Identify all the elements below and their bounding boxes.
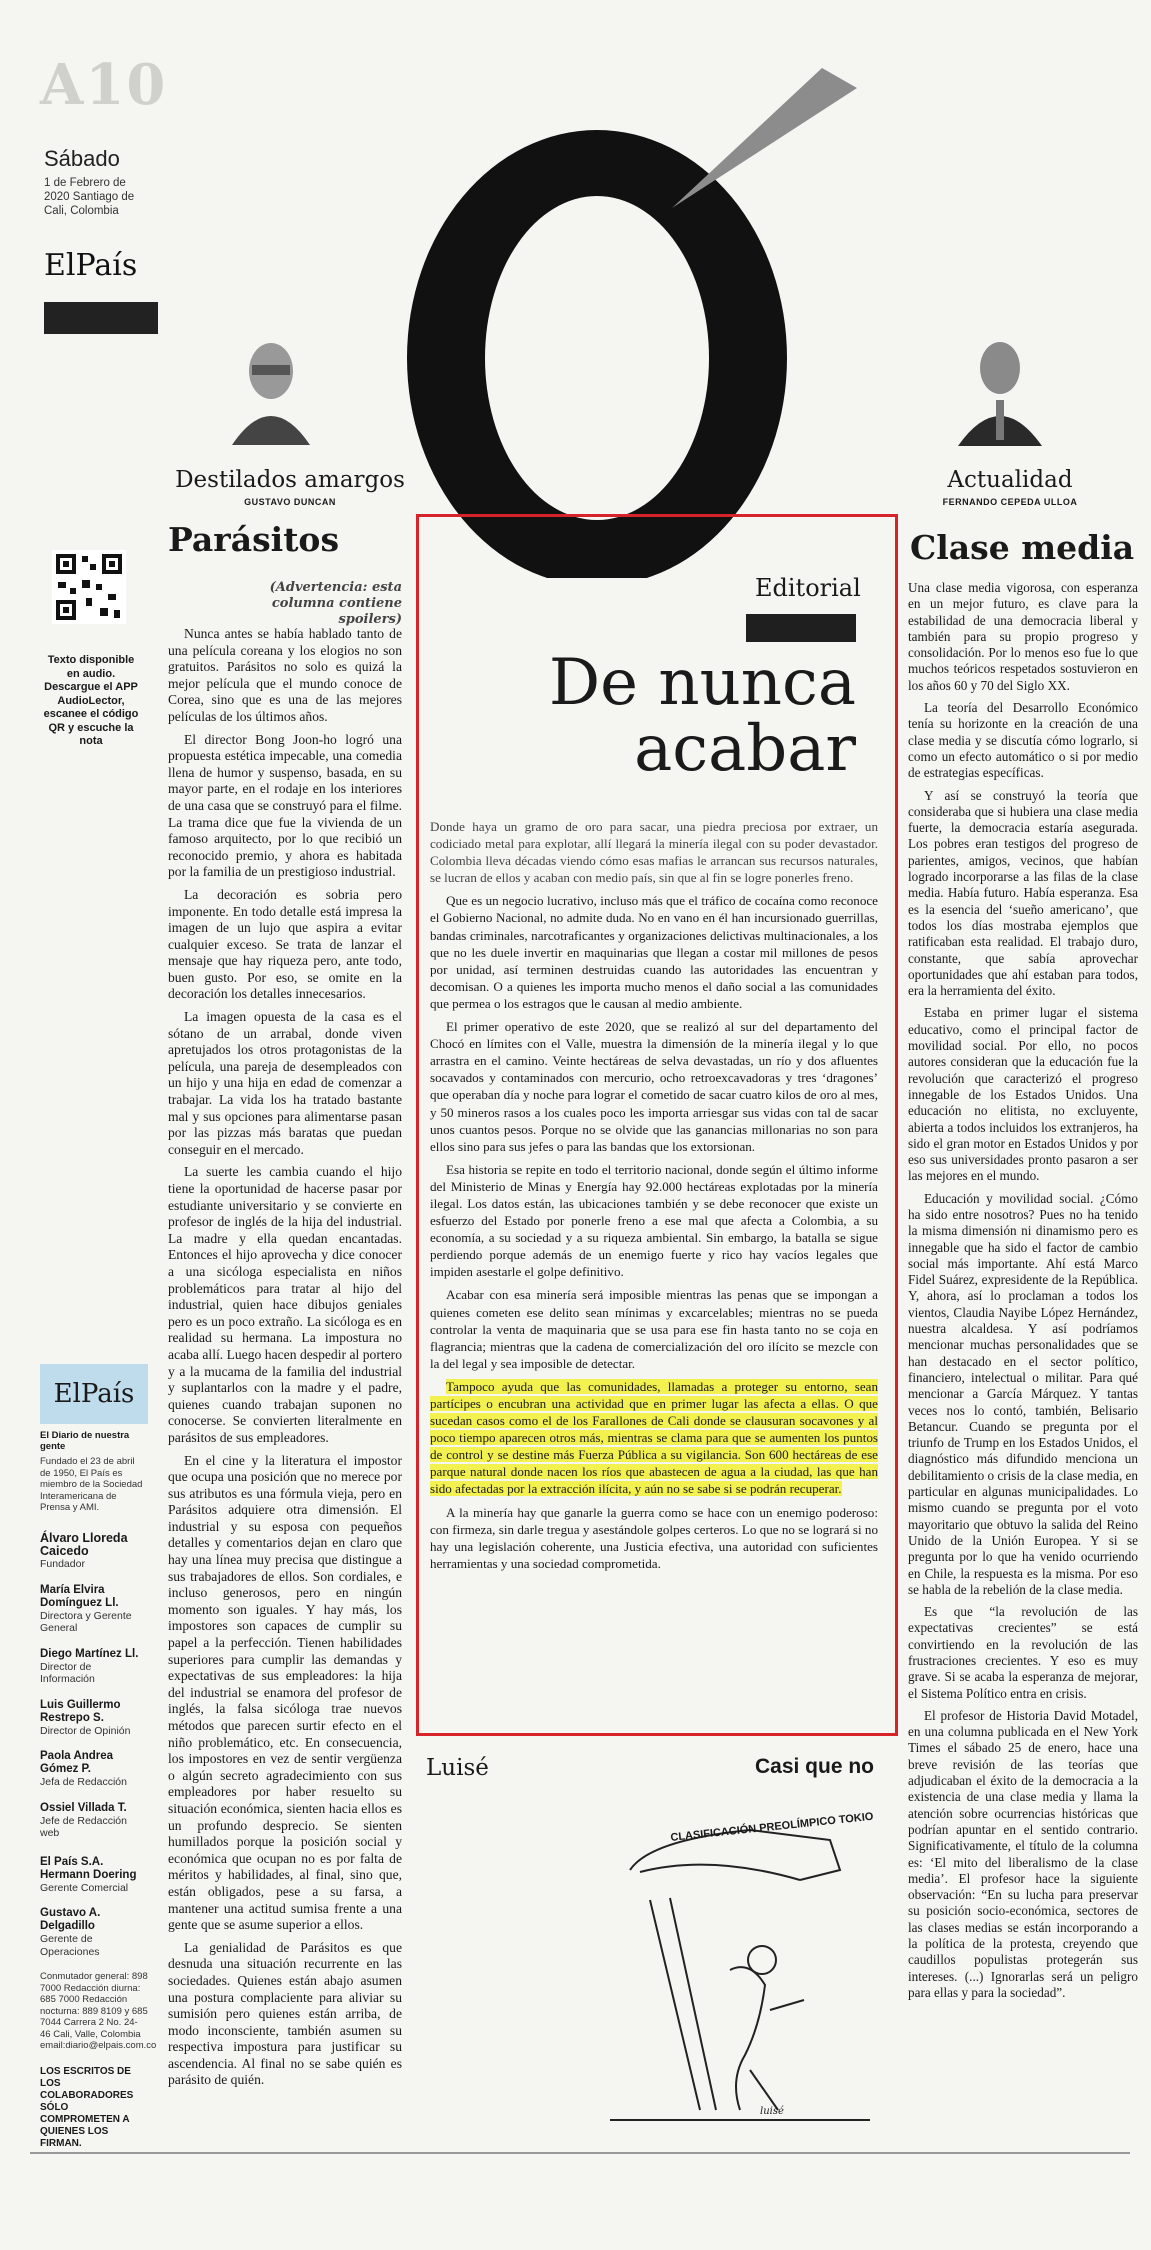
bottom-rule xyxy=(30,2152,1130,2154)
right-article-title: Clase media xyxy=(910,528,1135,567)
sidebar-contact: Conmutador general: 898 7000 Redacción diurna: 685 7000 Redacción nocturna: 889 8109 y 685 7044 Carrera 2 No. 24-46 Cali, Valle, Colombia email:diario@elpais.com.co xyxy=(40,1971,157,2051)
masthead-bar xyxy=(44,302,158,334)
staff-entry: Paola Andrea Gómez P. Jefa de Redacción xyxy=(40,1750,127,1788)
staff-entry: María Elvira Domínguez Ll. Directora y Gerente General xyxy=(40,1583,132,1634)
cartoon-drawing xyxy=(590,1810,890,2140)
paragraph: Que es un negocio lucrativo, incluso más que el tráfico de cocaína como reconoce el Gobierno Nacional, no admite duda. No en vano en él han incursionado guerrillas, bandas criminales, narcotraficantes y organizaciones delictivas multinacionales, a los que no les duele invertir en maquinarias que llegan a costar mil millones de pesos por unidad, así terminen destruidas cuando las autoridades las encuentran y decomisan. O a quienes les importa mucho menos el daño social a las comunidades que permea o los estragos que le causan al medio ambiente. xyxy=(430,893,878,1011)
right-column-author: FERNANDO CEPEDA ULLOA xyxy=(942,497,1078,507)
page-day: Sábado xyxy=(44,146,120,171)
sidebar-logo: ElPaís xyxy=(53,1379,135,1409)
paragraph: Esa historia se repite en todo el territorio nacional, donde según el último informe del Ministerio de Minas y Energía hay 92.000 hectáreas explotadas por la minería ilegal. Los datos están, las ubicaciones también y se debe reconocer que existe un esfuerzo del Estado por ponerle freno a ese mal que afecta a Colombia, a su economía, a su sociedad y a su riqueza ambiental. Sin embargo, la batalla se sigue perdiendo porque además de un enemigo fuerte y rico hay vacíos legales que impiden asestarle el golpe definitivo. xyxy=(430,1161,878,1280)
cartoon-sign-text: CLASIFICACIÓN PREOLÍMPICO TOKIO xyxy=(669,1810,874,1844)
cartoon-title: Casi que no xyxy=(754,1755,874,1778)
paragraph: A la minería hay que ganarle la guerra como se hace con un enemigo poderoso: con firmeza, sin darle tregua y asestándole golpes certeros. Lo que no se logrará si no hay una legislación coherente, una Justicia efectiva, una autoridad con suficientes herramientas y una sociedad comprometida. xyxy=(430,1504,878,1571)
paragraph: Acabar con esa minería será imposible mientras las penas que se impongan a quienes cometen ese delito sean mínimas y excarcelables; mientras no se pueda controlar la venta de maquinaria que se usa para ese fin hasta tanto no se coja en flagrancia; mientras que la cadena de comercialización del oro ilícito se mezcle con la del legal y sea imposible de detectar. xyxy=(430,1287,878,1371)
sidebar-logo-box xyxy=(40,1364,148,1424)
editorial-o-icon xyxy=(402,58,872,578)
staff-entry: Diego Martínez Ll. Director de Información xyxy=(40,1647,139,1685)
paragraph: Una clase media vigorosa, con esperanza en un mejor futuro, es clave para la estabilidad de una democracia liberal y también para su propio progreso y consolidación. Por lo menos eso fue lo que muchos teóricos respetados sostuvieron en los años 60 y 70 del Siglo XX. xyxy=(908,580,1138,693)
editorial-kicker-bar xyxy=(746,614,856,642)
left-column-name: Destilados amargos xyxy=(175,467,405,493)
editorial-title: De nunca acabar xyxy=(548,646,856,786)
staff-entry: Álvaro Lloreda Caicedo Fundador xyxy=(40,1531,128,1570)
paragraph: Es que “la revolución de las expectativas crecientes” se está convirtiendo en la revolución de las frustraciones crecientes. Y eso es muy grave. Si se acaba la esperanza de mejorar, el Sistema Político entra en crisis. xyxy=(908,1604,1138,1701)
paragraph: El director Bong Joon-ho logró una propuesta estética impecable, una comedia llena de humor y suspenso, basada, en su mayor parte, en el rodaje en los interiores de una casa que se construyó para el filme. La trama dice que fue la vivienda de un famoso arquitecto, por lo que recibió un reconocido premio, y ahora es habitada por la familia de un prestigioso industrial. xyxy=(168,731,402,880)
columnist-portrait-duncan xyxy=(232,327,310,445)
paragraph: En el cine y la literatura el impostor que ocupa una posición que no merece por sus atributos es una fórmula vieja, pero en Parásitos adquiere otra dimensión. El industrial y su esposa con pequeños detalles y comentarios dejan en claro que hay una línea muy precisa que distingue a sus trabajadores de ellos. Son cordiales, e incluso generosos, pero en ningún momento son iguales. Y hay más, los impostores son capaces de cumplir su papel a la perfección. Tienen habilidades superiores para cumplir las demandas y expectativas de sus empleadores: la hija del industrial se enamora del profesor de inglés, la falsa sicóloga trae nuevos métodos que parecen surtir efecto en el niño problemático, etc. En consecuencia, los impostores en vez de sentir vergüenza o algún secreto agradecimiento con sus empleadores por haber resuelto su situación económica, sienten hacia ellos es un profundo desprecio. Se sienten humillados porque la posición social y económica que ocupan no es por falta de méritos y habilidades, al final, sino que, están obligados, pese a su farsa, a mantener una actitud sumisa frente a una gente que se asume superior a ellos. xyxy=(168,1452,402,1933)
sidebar-staff xyxy=(40,1531,157,2150)
staff-entry: Ossiel Villada T. Jefe de Redacción web xyxy=(40,1801,127,1839)
paragraph: Estaba en primer lugar el sistema educativo, como el principal factor de movilidad social. Por ello, no pocos autores consideran que la educación fue la revolución que caracterizó el progreso innegable de los Estados Unidos. Una educación no elitista, no excluyente, abierta a todos incluidos los extranjeros, ha sido el gran motor en Estados Unidos y por eso sus universidades pronto pasaron a ser las mejores en el mundo. xyxy=(908,1005,1138,1184)
paragraph: Y así se construyó la teoría que consideraba que si hubiera una clase media fuerte, la democracia estaría asegurada. Los pobres eran testigos del progreso de parientes, amigos, vecinos, que habían logrado incorporarse a las filas de la clase media. Había futuro. Había esperanza. Esa es la esencia del ‘sueño americano’, que todos los días mostraba ejemplos que ratificaban esta realidad. El trabajo duro, constante, que sabía aprovechar oportunidades que ahí estaban para todos, era la herramienta del éxito. xyxy=(908,787,1138,999)
staff-entry: El País S.A. Hermann Doering Gerente Comercial xyxy=(40,1855,137,1894)
page-date-line: 1 de Febrero de 2020 Santiago de Cali, Colombia xyxy=(44,177,135,217)
editorial-body xyxy=(430,818,878,1724)
left-article-body xyxy=(168,626,402,2100)
qr-code-icon[interactable] xyxy=(52,550,126,624)
paragraph: La teoría del Desarrollo Económico tenía su horizonte en la creación de una clase media y se discutía cómo lograrlo, si como un efecto automático o si por medio de estrategias específicas. xyxy=(908,700,1138,781)
page-number: A10 xyxy=(40,52,168,118)
paragraph: La suerte les cambia cuando el hijo tiene la oportunidad de hacerse pasar por estudiante universitario y se convierte en profesor de inglés de la hija del industrial. La madre y ella quedan encantadas. Entonces el hijo aprovecha y dice conocer a una sicóloga especialista en niños problemáticos para tratar al hijo del industrial, quien hace dibujos geniales pero es un poco extraño. La sicóloga es en realidad su hermana. La impostura no acaba allí. Luego hacen despedir al portero y a la mucama de la familia del industrial y suplantarlos con la madre y el padre, quienes cuando trabajan suponen no conocerse. Se convierten literalmente en parásitos de sus empleadores. xyxy=(168,1164,402,1445)
left-article-warning: (Advertencia: esta columna contiene spoilers) xyxy=(269,580,402,627)
right-article-body xyxy=(908,580,1138,2140)
staff-entry: Luis Guillermo Restrepo S. Director de Opinión xyxy=(40,1698,131,1737)
staff-entry: Gustavo A. Delgadillo Gerente de Operaciones xyxy=(40,1907,101,1958)
paragraph: La decoración es sobria pero imponente. En todo detalle está impresa la imagen de un lujo que aspira a evitar cualquier exceso. Se trata de lanzar el mensaje que hay riqueza pero, ante todo, buen gusto. Por eso, se omite en la decoración los detalles innecesarios. xyxy=(168,886,402,1002)
paragraph: El primer operativo de este 2020, que se realizó al sur del departamento del Chocó en límites con el Valle, muestra la dimensión de la minería ilegal y lo que arrastra en el camino. Veinte hectáreas de selva devastadas, un río y dos afluentes socavados y contaminados con mercurio, ocho retroexcavadoras y tres ‘dragones’ que operaban día y noche para lograr el cometido de sacar cuatro kilos de oro al mes, y 50 mineros rasos a los cuales poco les importa arriesgar sus vidas con tal de sacar unos cuantos pesos. Porque no se olvide que las ganancias millonarias no son para ellos sino para sus jefes o para las bandas que los extorsionan. xyxy=(430,1019,878,1154)
cartoon-signature: luisé xyxy=(760,2106,784,2117)
editorial-lead: Donde haya un gramo de oro para sacar, una piedra preciosa por extraer, un codiciado metal para explotar, allí llegará la minería ilegal con su poder devastador. Colombia lleva décadas viendo cómo esas mafias le arrancan sus recursos naturales, se lucran de ellos y acaban con medio país, sin que al fin se logre ponerles freno. xyxy=(430,819,878,886)
highlighted-paragraph: Tampoco ayuda que las comunidades, llamadas a proteger su entorno, sean partícipes o encubran una actividad que en primer lugar las afecta a ellas. O que sucedan casos como el de los Farallones de Cali donde se clausuran socavones y al poco tiempo aparecen otros más, mientras se clama para que se aumenten los puntos de control y se destine más Fuerza Pública a su vigilancia. Son 600 hectáreas de ese parque natural donde nacen los ríos que abastecen de agua a la ciudad, las que han sido afectadas por la extracción ilícita, y aún no se sabe si se podrán recuperar. xyxy=(430,1378,878,1497)
right-column-name: Actualidad xyxy=(947,467,1073,493)
paragraph: El profesor de Historia David Motadel, en una columna publicada en el New York Times el sábado 25 de enero, hace una breve revisión de las teorías que adjudicaban el éxito de la democracia a la existencia de una clase media y llama la atención sobre ocurrencias históricas que podrían apuntar en el sentido contrario. Significativamente, el título de la columna es: ‘El mito del liberalismo de la clase media’. El profesor hace la siguiente observación: “En su lucha para preservar su posición socio-económica, sectores de las clases medias se están incorporando a la política de la protesta, creyendo que caudillos populistas protegerán sus intereses. (...) Ignorarlas será un peligro para ellas y para la sociedad”. xyxy=(908,1707,1138,2000)
sidebar-disclaimer: LOS ESCRITOS DE LOS COLABORADORES SÓLO COMPROMETEN A QUIENES LOS FIRMAN. xyxy=(40,2065,134,2149)
sidebar-tagline: El Diario de nuestra gente xyxy=(40,1430,130,1452)
paragraph: La genialidad de Parásitos es que desnuda una situación recurrente en las sociedades. Quienes están abajo asumen una postura complaciente para aliviar su sumisión pero quienes están arriba, de modo inconsciente, también asumen su respectiva impostura para justificar su ascendencia. Al final no se sabe quién es parásito de quién. xyxy=(168,1939,402,2088)
paragraph: Educación y movilidad social. ¿Cómo ha sido entre nosotros? Pues no ha tenido la misma dimensión ni dinamismo pero es innegable que ha sido el factor de cambio social más importante. Ahí está Marco Fidel Suárez, expresidente de la República. Y, ahora, así lo proclaman a todos los vientos, Claudia Nayibe López Hernández, nuestra alcaldesa. Y así podríamos mencionar muchas personalidades que se han destacado en el sector político, financiero, intelectual o militar. Para qué mencionar a García Márquez. Y tantas veces nos lo contó, también, Belisario Betancur. Cuando se pregunta por el triunfo de Trump en los Estados Unidos, el diagnóstico más difundido menciona un debilitamiento o crisis de la clase media, en particular en algunas municipalidades. Lo mismo cuando se pregunta por el voto mayoritario que obtuvo la salida del Reino Unido de la Unión Europea. Y si se pregunta por lo que ha venido ocurriendo en Chile, la respuesta es la misma. Por eso se habla de la rebelión de la clase media. xyxy=(908,1190,1138,1597)
left-column-author: GUSTAVO DUNCAN xyxy=(244,497,336,507)
paragraph: Nunca antes se había hablado tanto de una película coreana y los elogios no son gratuitos. Parásitos no solo es quizá la mejor película que el mundo conoce de Corea, sino que es una de las mejores películas de los últimos años. xyxy=(168,626,402,724)
masthead-logo: ElPaís xyxy=(44,248,138,283)
paragraph: La imagen opuesta de la casa es el sótano de un arrabal, donde viven apretujados los otros protagonistas de la película, una pareja de desempleados con un hijo y una hija en edad de comenzar a trabajar. La vida los ha tratado bastante mal y sus opciones para alimentarse pasan por las pizzas más baratas que puedan conseguir en el mercado. xyxy=(168,1009,402,1157)
columnist-portrait-cepeda xyxy=(958,328,1042,446)
editorial-kicker: Editorial xyxy=(755,574,861,602)
left-article-title: Parásitos xyxy=(168,520,340,559)
sidebar-founded: Fundado el 23 de abril de 1950, El País es miembro de la Sociedad Interamericana de Prensa y AMI. xyxy=(40,1456,143,1513)
cartoon-artist: Luisé xyxy=(426,1755,489,1781)
qr-caption: Texto disponible en audio. Descargue el APP AudioLector, escanee el código QR y escuche la nota xyxy=(43,654,139,747)
